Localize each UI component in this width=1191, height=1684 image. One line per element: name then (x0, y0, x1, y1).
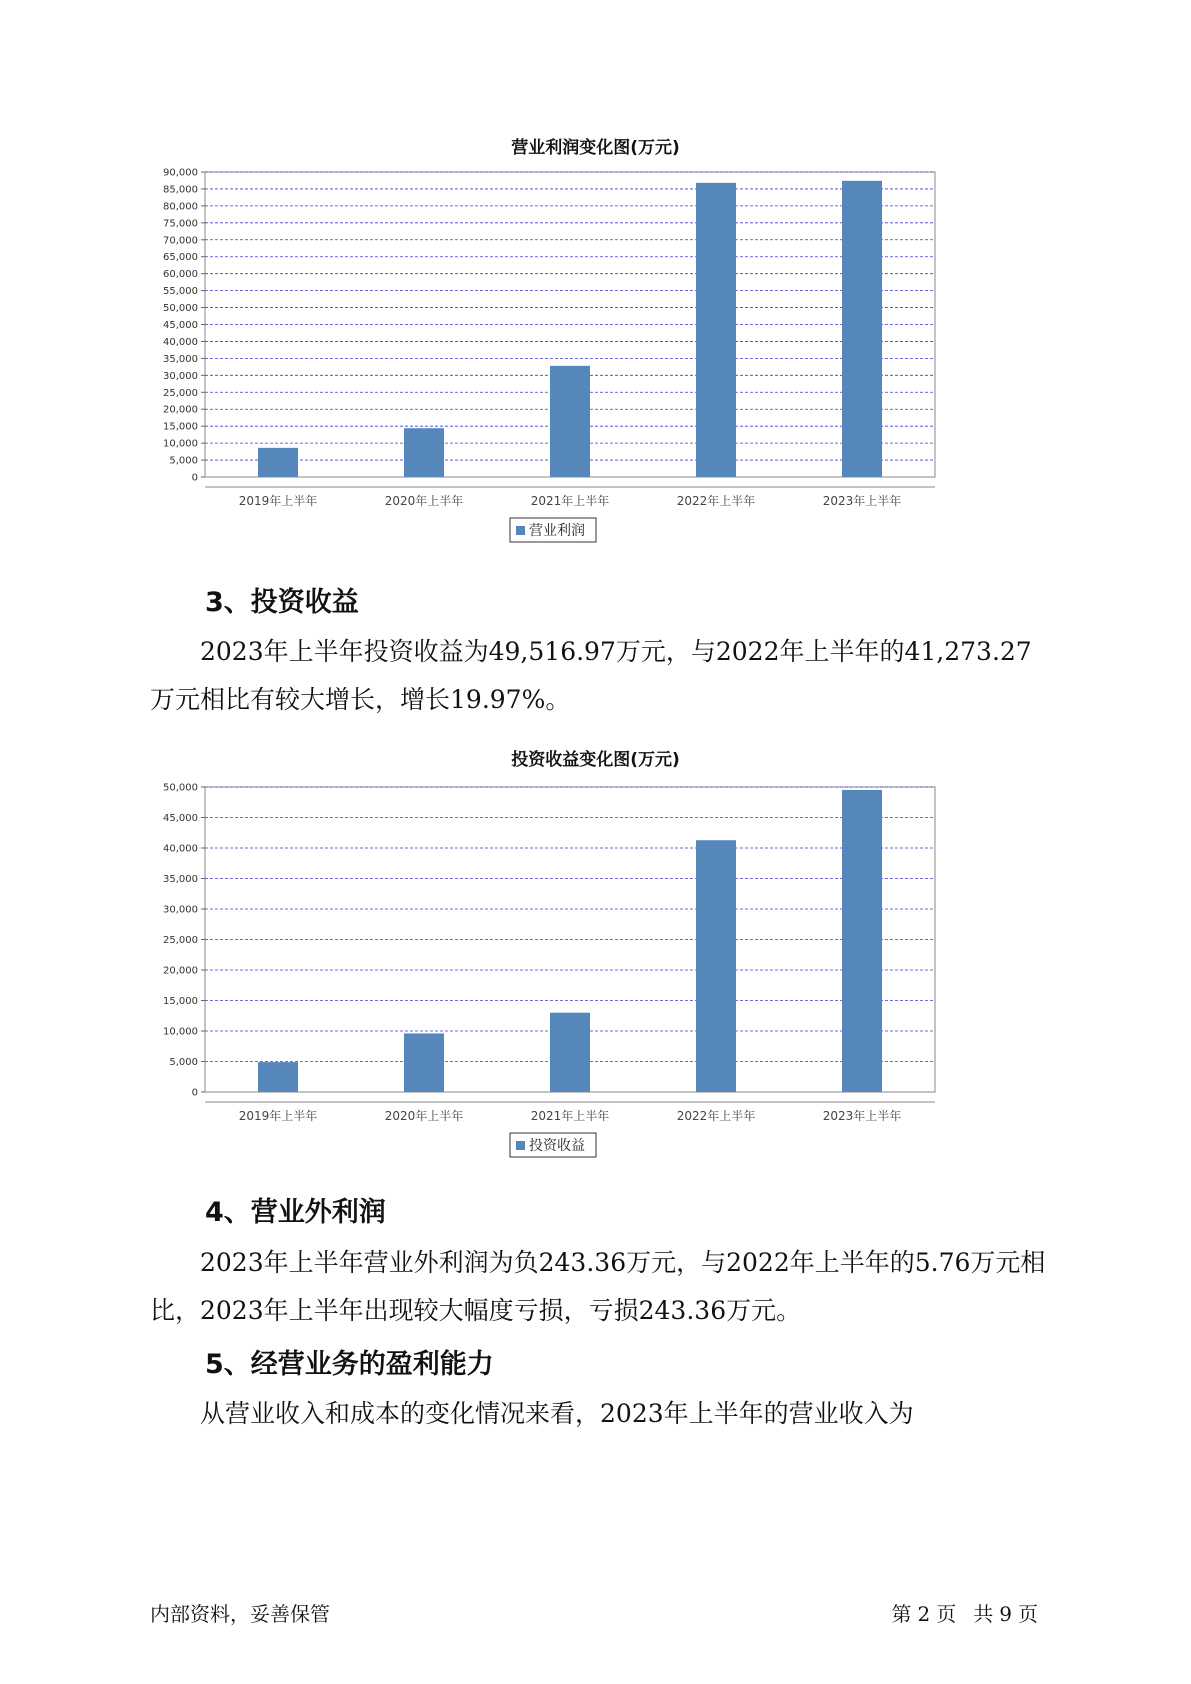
y-tick-label: 80,000 (163, 201, 198, 213)
paragraph-investment-income: 2023年上半年投资收益为49,516.97万元，与2022年上半年的41,273.27万元相比有较大增长，增长19.97%。 (150, 637, 1032, 714)
y-tick-label: 20,000 (163, 965, 198, 977)
section-heading-investment-income: 3、投资收益 (205, 587, 359, 618)
legend-swatch (516, 526, 525, 535)
y-tick-label: 15,000 (163, 421, 198, 433)
bar (696, 840, 736, 1092)
y-tick-label: 55,000 (163, 286, 198, 298)
bar (842, 790, 882, 1092)
y-tick-label: 10,000 (163, 438, 198, 450)
y-tick-label: 30,000 (163, 904, 198, 916)
y-tick-label: 15,000 (163, 996, 198, 1007)
y-tick-label: 90,000 (163, 167, 198, 179)
y-tick-label: 50,000 (163, 303, 198, 315)
x-tick-label: 2021年上半年 (530, 1109, 610, 1123)
y-tick-label: 0 (191, 1087, 198, 1099)
bar (404, 1033, 444, 1092)
x-tick-label: 2022年上半年 (676, 1109, 756, 1123)
y-tick-label: 75,000 (163, 218, 198, 230)
x-tick-label: 2019年上半年 (238, 1109, 318, 1123)
y-tick-label: 40,000 (163, 843, 198, 855)
y-tick-label: 60,000 (163, 269, 198, 281)
chart-title-operating-profit: 营业利润变化图(万元) (511, 138, 680, 158)
y-tick-label: 40,000 (163, 336, 198, 348)
section-heading-non-operating-profit: 4、营业外利润 (205, 1197, 386, 1228)
paragraph-non-operating-profit: 2023年上半年营业外利润为负243.36万元，与2022年上半年的5.76万元相比，2023年上半年出现较大幅度亏损，亏损243.36万元。 (150, 1248, 1046, 1325)
chart-title-investment-income: 投资收益变化图(万元) (511, 750, 680, 770)
paragraph-profitability: 从营业收入和成本的变化情况来看，2023年上半年的营业收入为 (200, 1399, 914, 1428)
x-tick-label: 2021年上半年 (530, 494, 610, 508)
y-tick-label: 85,000 (163, 184, 198, 196)
y-tick-label: 65,000 (163, 252, 198, 264)
x-tick-label: 2019年上半年 (238, 494, 318, 508)
x-tick-label: 2020年上半年 (384, 1109, 464, 1123)
y-tick-label: 50,000 (163, 782, 198, 794)
investment-income-chart (150, 775, 1020, 1165)
x-tick-label: 2023年上半年 (822, 1109, 902, 1123)
y-tick-label: 5,000 (169, 1057, 198, 1068)
footer-confidential-note: 内部资料，妥善保管 (150, 1602, 330, 1626)
y-tick-label: 25,000 (163, 935, 198, 946)
y-tick-label: 5,000 (169, 455, 198, 467)
legend-swatch (516, 1141, 525, 1150)
legend-label: 营业利润 (529, 523, 585, 539)
operating-profit-chart (150, 160, 1020, 550)
y-tick-label: 35,000 (163, 353, 198, 365)
bar (842, 181, 882, 477)
x-tick-label: 2023年上半年 (822, 494, 902, 508)
y-tick-label: 70,000 (163, 235, 198, 247)
bar (696, 183, 736, 477)
legend-label: 投资收益 (529, 1138, 585, 1154)
y-tick-label: 20,000 (163, 404, 198, 416)
bar (258, 448, 298, 477)
y-tick-label: 25,000 (163, 387, 198, 399)
section-heading-profitability: 5、经营业务的盈利能力 (205, 1349, 494, 1380)
bar (550, 1013, 590, 1092)
footer-page-number: 第 2 页 共 9 页 (891, 1602, 1038, 1626)
x-tick-label: 2020年上半年 (384, 494, 464, 508)
y-tick-label: 45,000 (163, 813, 198, 824)
y-tick-label: 45,000 (163, 320, 198, 331)
y-tick-label: 10,000 (163, 1026, 198, 1038)
bar (258, 1062, 298, 1092)
y-tick-label: 0 (191, 472, 198, 484)
y-tick-label: 30,000 (163, 370, 198, 382)
bar (550, 366, 590, 477)
bar (404, 428, 444, 477)
y-tick-label: 35,000 (163, 874, 198, 885)
x-tick-label: 2022年上半年 (676, 494, 756, 508)
